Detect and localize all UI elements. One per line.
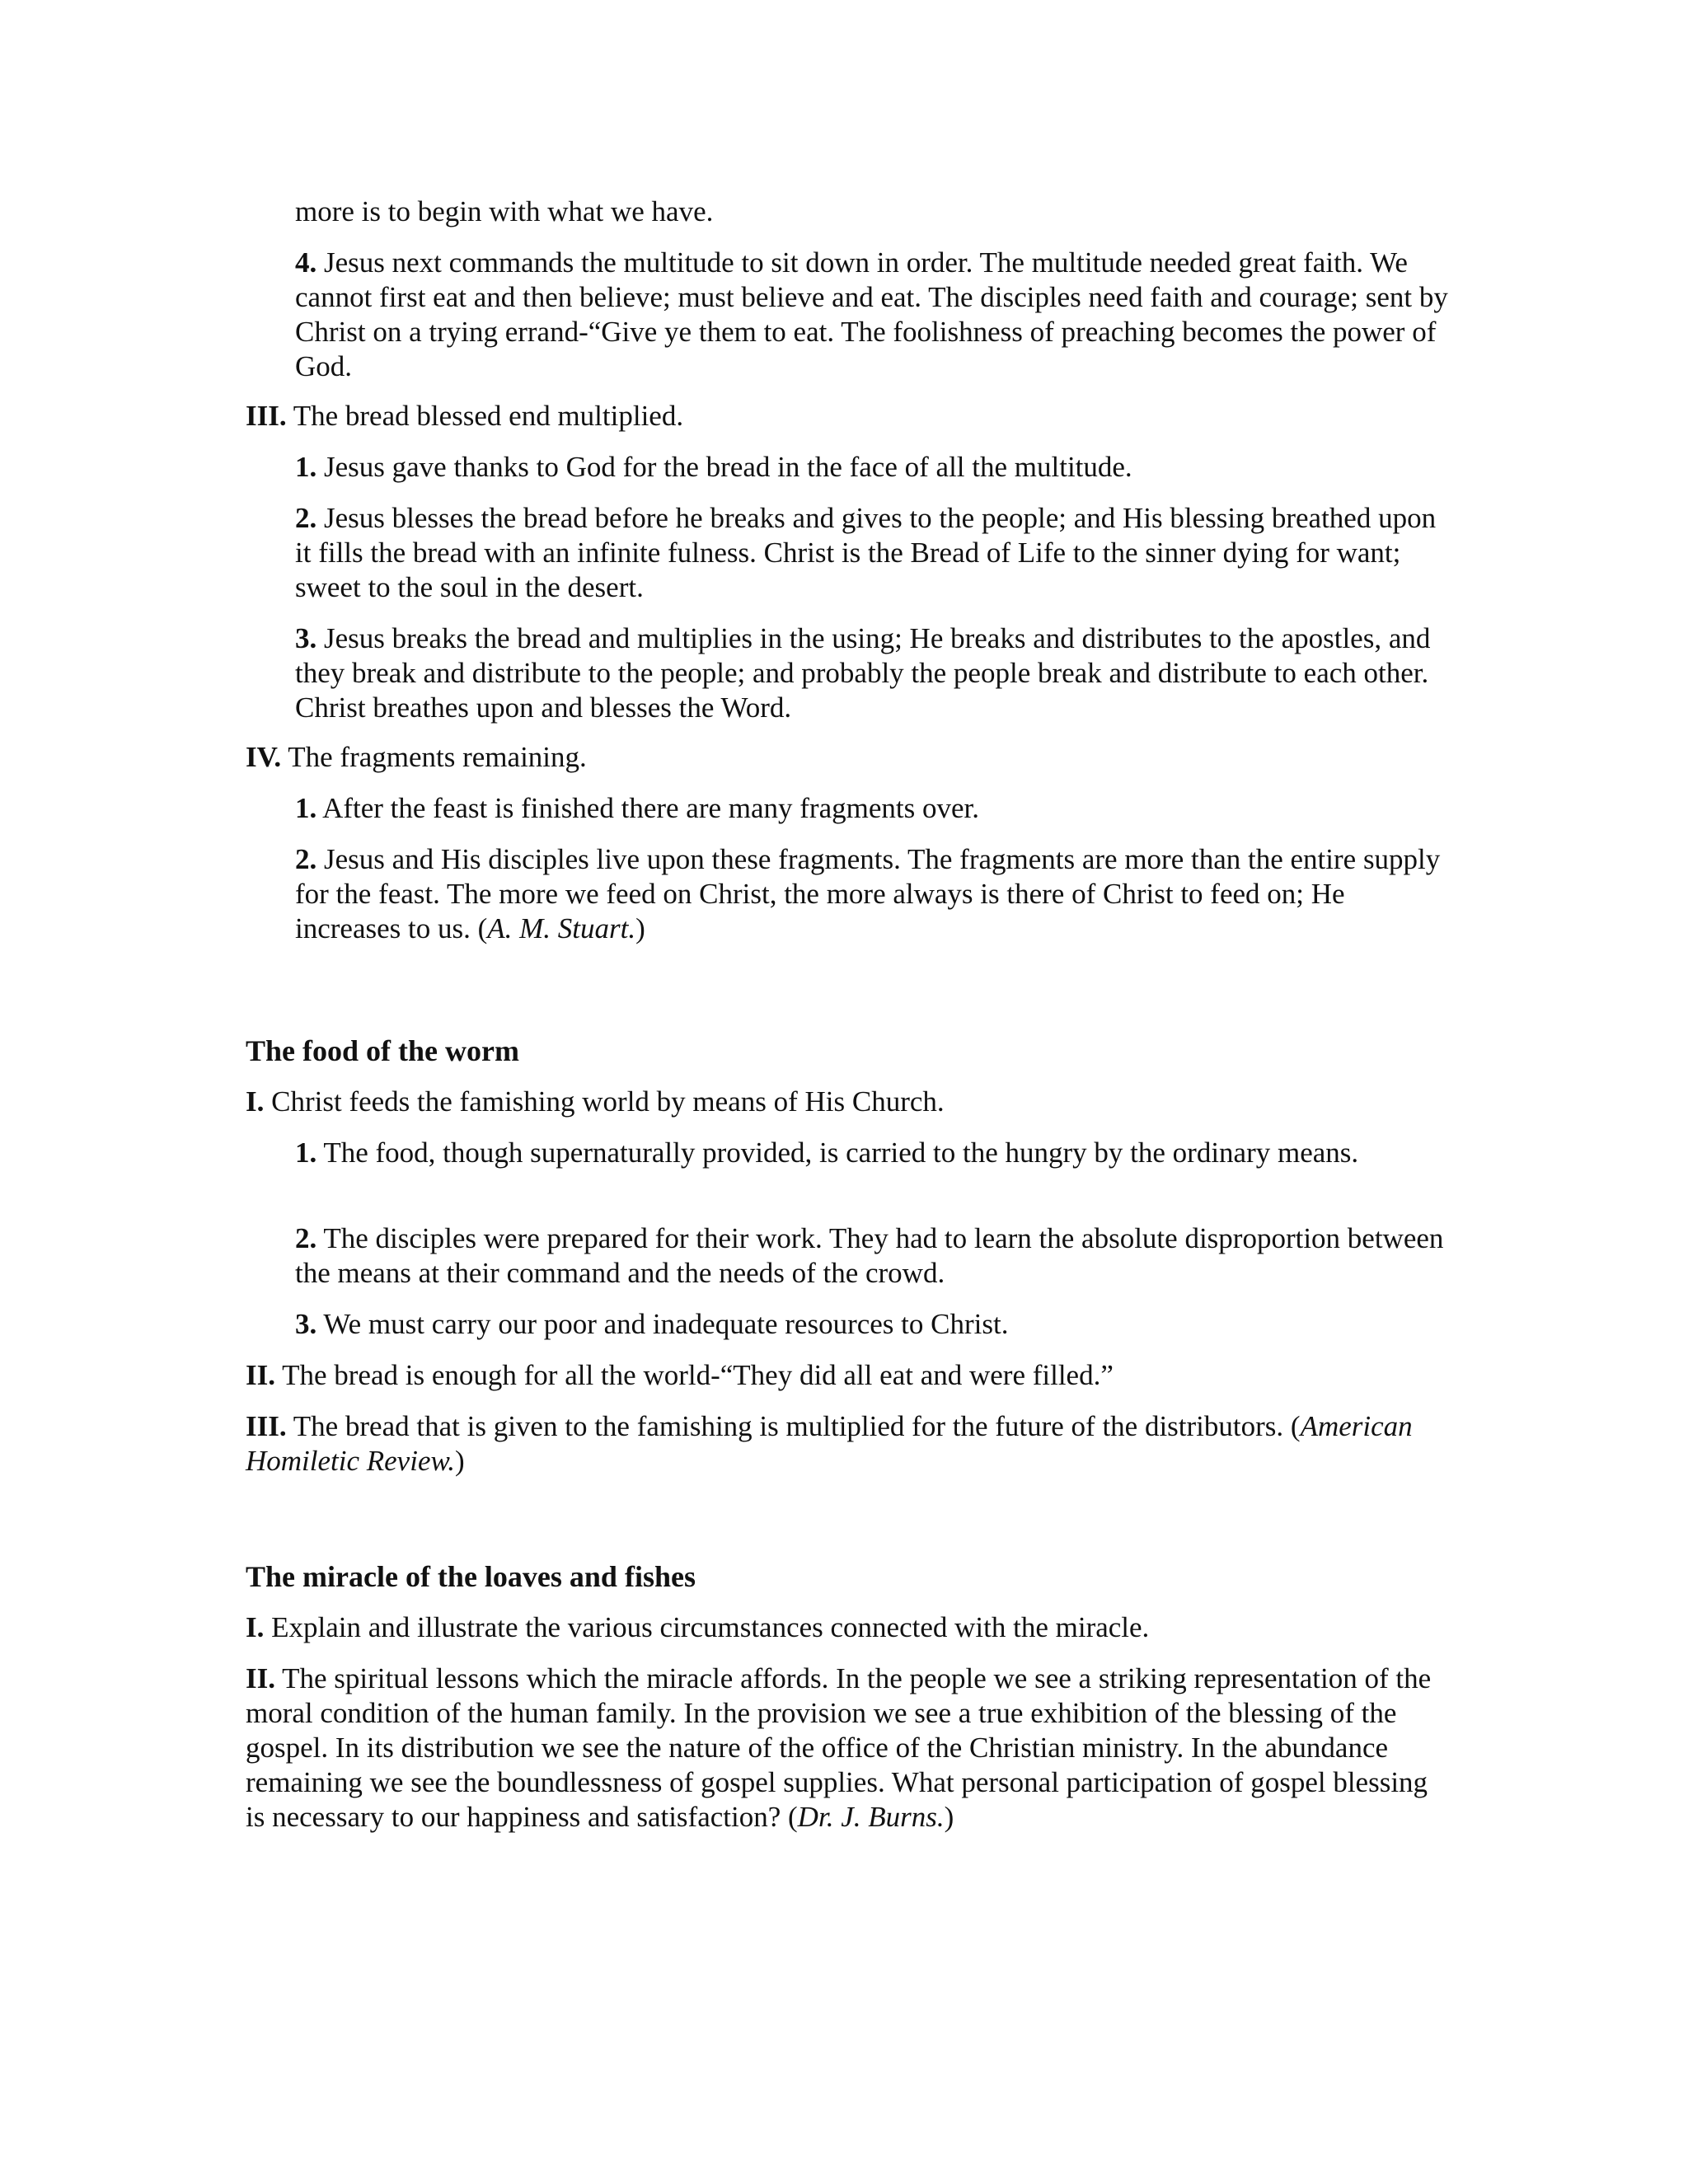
paragraph-text: Jesus blesses the bread before he breaks and gives to the people; and His blessing breathed upon it fills the bread with an infinite fulness. Christ is the Bread of Life to the sinner dying for want; sweet to the soul in the desert.	[295, 502, 1437, 603]
paragraph-text: After the feast is finished there are many fragments over.	[316, 792, 979, 824]
paragraph-item-2	[295, 1221, 1449, 1291]
roman-numeral: I.	[246, 1611, 265, 1643]
item-number: 1.	[295, 792, 317, 824]
paragraph-text: Christ feeds the famishing world by means of His Church.	[264, 1085, 945, 1118]
paragraph-item-1	[295, 791, 1449, 826]
section-point-III	[246, 399, 1449, 434]
paragraph-item-2	[295, 842, 1449, 946]
roman-numeral: II.	[246, 1662, 275, 1694]
section-point-II	[246, 1358, 1449, 1393]
citation: A. M. Stuart.	[487, 912, 636, 944]
citation-close: )	[944, 1801, 954, 1833]
item-number: 4.	[295, 246, 317, 279]
section-heading	[246, 1033, 1449, 1068]
item-number: 3.	[295, 1308, 317, 1340]
section-heading-text: The food of the worm	[246, 1034, 519, 1067]
paragraph-text: more is to begin with what we have.	[295, 195, 714, 227]
paragraph-text: Jesus gave thanks to God for the bread in the face of all the multitude.	[316, 451, 1132, 483]
section-point-I	[246, 1085, 1449, 1119]
item-number: 2.	[295, 1222, 317, 1254]
paragraph-text: The bread that is given to the famishing is multiplied for the future of the distributors. (	[286, 1410, 1301, 1442]
citation-close: )	[454, 1445, 465, 1477]
paragraph-text: Explain and illustrate the various circumstances connected with the miracle.	[264, 1611, 1150, 1643]
paragraph-text: We must carry our poor and inadequate resources to Christ.	[316, 1308, 1009, 1340]
paragraph-item-1	[295, 450, 1449, 485]
item-number: 3.	[295, 622, 317, 654]
paragraph-text: The disciples were prepared for their work. They had to learn the absolute disproportion between the means at their command and the needs of the crowd.	[295, 1222, 1444, 1289]
paragraph-text: The bread is enough for all the world-“They did all eat and were filled.”	[275, 1359, 1114, 1391]
citation: Dr. J. Burns.	[797, 1801, 945, 1833]
section-point-III	[246, 1409, 1449, 1479]
section-point-I	[246, 1610, 1449, 1645]
section-point-IV	[246, 740, 1449, 775]
paragraph-text: Jesus breaks the bread and multiplies in the using; He breaks and distributes to the apostles, and they break and distribute to the people; and probably the people break and distribute to each other. Christ breathes upon and blesses the Word.	[295, 622, 1431, 724]
item-number: 1.	[295, 1137, 317, 1169]
roman-numeral: II.	[246, 1359, 275, 1391]
section-heading	[246, 1559, 1449, 1594]
roman-numeral: IV.	[246, 741, 282, 773]
paragraph-text: The fragments remaining.	[281, 741, 587, 773]
item-number: 2.	[295, 502, 317, 534]
paragraph-item-2	[295, 501, 1449, 605]
citation-close: )	[635, 912, 645, 944]
item-number: 1.	[295, 451, 317, 483]
paragraph-text: The food, though supernaturally provided, is carried to the hungry by the ordinary means.	[316, 1137, 1359, 1169]
section-heading-text: The miracle of the loaves and fishes	[246, 1560, 696, 1593]
citation: American Homiletic Review.	[246, 1410, 1413, 1477]
paragraph-text: Jesus and His disciples live upon these fragments. The fragments are more than the entire supply for the feast. The more we feed on Christ, the more always is there of Christ to feed on; He increases to us. (	[295, 843, 1441, 944]
paragraph-text: The spiritual lessons which the miracle affords. In the people we see a striking representation of the moral condition of the human family. In the provision we see a true exhibition of the blessing of the gospel. In its distribution we see the nature of the office of the Christian ministry. In the abundance remaining we see the boundlessness of gospel supplies. What personal participation of gospel blessing is necessary to our happiness and satisfaction? (	[246, 1662, 1432, 1833]
paragraph-item-4	[295, 246, 1449, 384]
paragraph-item-1	[295, 1136, 1449, 1170]
paragraph	[295, 194, 1449, 229]
paragraph-item-3	[295, 1307, 1449, 1342]
roman-numeral: III.	[246, 1410, 287, 1442]
section-point-II	[246, 1661, 1449, 1835]
roman-numeral: III.	[246, 400, 287, 432]
paragraph-item-3	[295, 621, 1449, 725]
paragraph-text: Jesus next commands the multitude to sit down in order. The multitude needed great faith. We cannot first eat and then believe; must believe and eat. The disciples need faith and courage; sent by Christ on a trying errand-“Give ye them to eat. The foolishness of preaching becomes the power of God.	[295, 246, 1448, 382]
paragraph-text: The bread blessed end multiplied.	[286, 400, 684, 432]
item-number: 2.	[295, 843, 317, 875]
roman-numeral: I.	[246, 1085, 265, 1118]
